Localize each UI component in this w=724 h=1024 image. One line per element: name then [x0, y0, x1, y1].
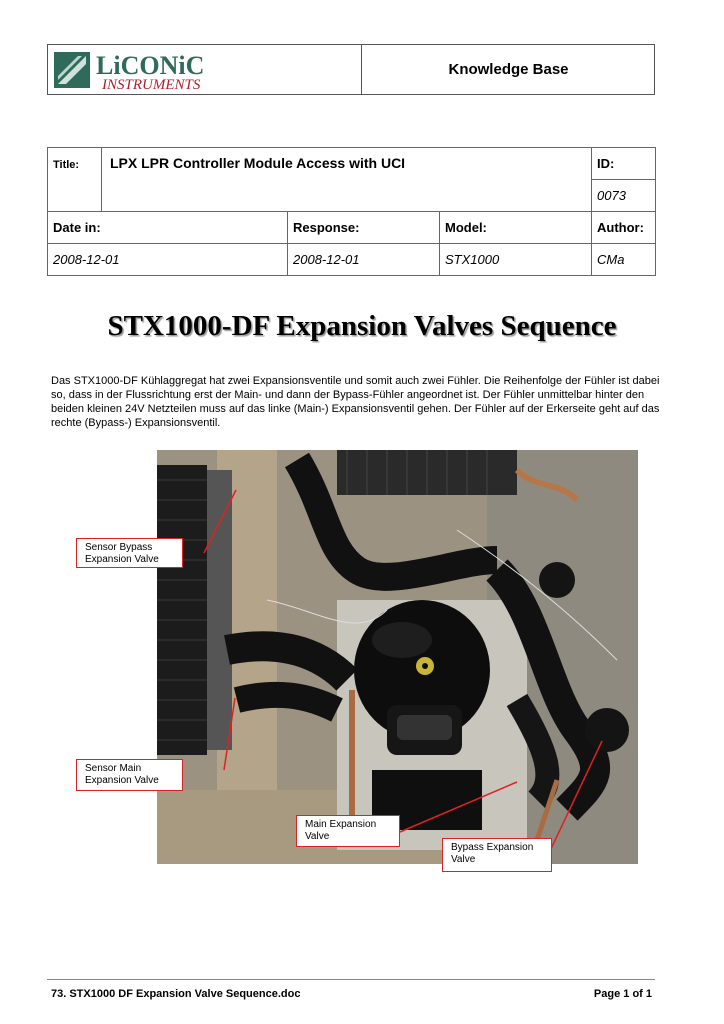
id-label: ID:	[597, 156, 615, 171]
footer-filename: 73. STX1000 DF Expansion Valve Sequence.doc	[51, 988, 301, 1000]
callout-sensor-main-line2: Expansion Valve	[85, 775, 159, 786]
author-value: CMa	[597, 252, 625, 267]
callout-sensor-bypass-line1: Sensor Bypass	[85, 542, 153, 553]
callout-bypass-expansion-line2: Valve	[451, 854, 476, 865]
callout-main-expansion-line1: Main Expansion	[305, 819, 377, 830]
intro-paragraph: Das STX1000-DF Kühlaggregat hat zwei Expansionsventile und somit auch zwei Fühler. Die Reihenfolge der Fühler ist dabei so, dass in der Flussrichtung erst der Main- und dann der Bypass-Fühler angeordnet ist. Der Fühler unmittelbar hinter den beiden kleinen 24V Netzteilen muss auf das linke (Main-) Expansionsventil gehen. Der Fühler auf der Erkerseite geht auf das rechte (Bypass-) Expansionsventil.	[51, 375, 660, 429]
callout-sensor-bypass	[76, 538, 183, 568]
liconic-logo	[52, 48, 272, 92]
refrigeration-unit-photo	[157, 450, 638, 864]
callout-main-expansion	[296, 815, 400, 847]
date-label: Date in:	[53, 220, 101, 235]
callout-sensor-bypass-line2: Expansion Valve	[85, 554, 159, 565]
author-label: Author:	[597, 220, 644, 235]
info-table	[47, 147, 656, 276]
callout-sensor-main	[76, 759, 183, 791]
callout-bypass-expansion-line1: Bypass Expansion	[451, 842, 534, 853]
knowledge-base-label: Knowledge Base	[448, 61, 569, 78]
footer-divider	[47, 979, 655, 980]
title-label: Title:	[53, 159, 80, 171]
model-value: STX1000	[445, 252, 500, 267]
response-value: 2008-12-01	[293, 252, 360, 267]
logo-main-text: LiCONiC	[96, 51, 205, 80]
callout-main-expansion-line2: Valve	[305, 831, 330, 842]
footer-page-number: Page 1 of 1	[593, 988, 652, 1000]
callout-bypass-expansion	[442, 838, 552, 872]
page-heading: STX1000-DF Expansion Valves Sequence	[107, 310, 617, 342]
callout-sensor-main-line1: Sensor Main	[85, 763, 142, 774]
response-label: Response:	[293, 220, 360, 235]
model-label: Model:	[445, 220, 487, 235]
id-value: 0073	[597, 188, 626, 203]
logo-sub-text: INSTRUMENTS	[102, 77, 201, 92]
title-value: LPX LPR Controller Module Access with UCI	[110, 155, 406, 171]
date-value: 2008-12-01	[53, 252, 120, 267]
